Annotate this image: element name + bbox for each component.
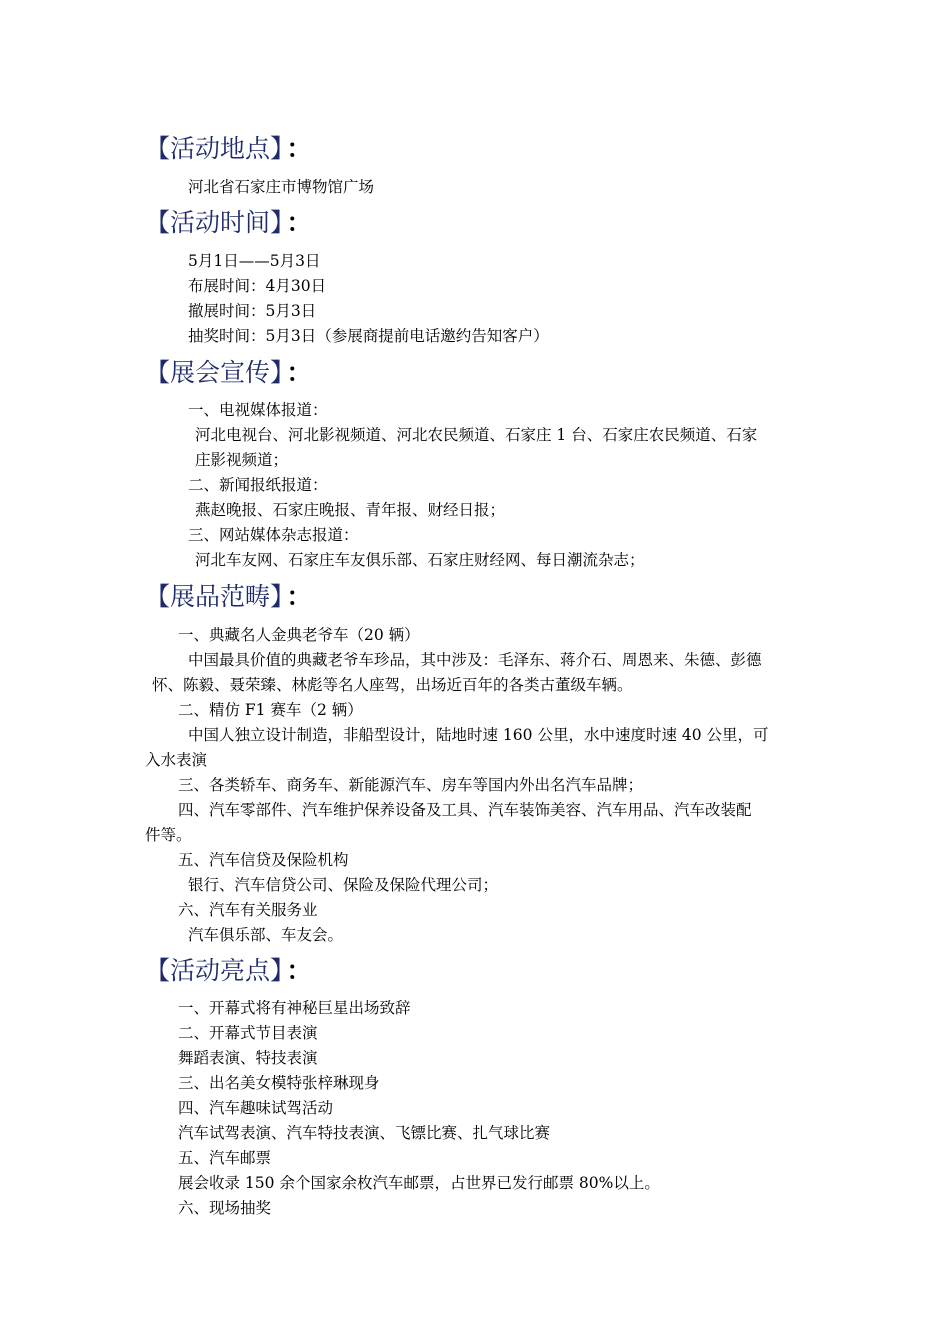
promotion-line: 三、网站媒体杂志报道：	[188, 526, 359, 544]
heading-text: 【展会宣传】	[145, 358, 283, 387]
time-line: 抽奖时间：5月3日（参展商提前电话邀约告知客户）	[188, 327, 549, 345]
exhibits-line: 中国人独立设计制造，非船型设计，陆地时速 160 公里，水中速度时速 40 公里，可	[188, 726, 769, 744]
highlights-line: 三、出名美女模特张梓琳现身	[178, 1074, 380, 1092]
exhibits-line: 件等。	[145, 826, 192, 844]
highlights-line: 汽车试驾表演、汽车特技表演、飞镖比赛、扎气球比赛	[178, 1124, 551, 1142]
highlights-line: 一、开幕式将有神秘巨星出场致辞	[178, 999, 411, 1017]
heading-colon: ：	[286, 582, 312, 611]
exhibits-line: 入水表演	[145, 751, 208, 769]
exhibits-line: 银行、汽车信贷公司、保险及保险代理公司；	[188, 876, 499, 894]
exhibits-line: 六、汽车有关服务业	[178, 901, 318, 919]
heading-promotion	[145, 358, 312, 388]
time-line: 布展时间：4月30日	[188, 277, 327, 295]
exhibits-line: 汽车俱乐部、车友会。	[188, 926, 344, 944]
heading-colon: ：	[286, 208, 312, 237]
promotion-line: 二、新闻报纸报道：	[188, 476, 328, 494]
highlights-line: 舞蹈表演、特技表演	[178, 1049, 318, 1067]
time-line: 撤展时间：5月3日	[188, 302, 317, 320]
heading-exhibits	[145, 582, 312, 612]
exhibits-line: 怀、陈毅、聂荣臻、林彪等名人座驾，出场近百年的各类古董级车辆。	[152, 676, 633, 694]
time-line: 5月1日——5月3日	[188, 252, 321, 270]
heading-colon: ：	[286, 956, 312, 985]
exhibits-line: 一、典藏名人金典老爷车（20 辆）	[178, 626, 420, 644]
highlights-line: 五、汽车邮票	[178, 1149, 272, 1167]
heading-text: 【展品范畴】	[145, 582, 283, 611]
highlights-line: 二、开幕式节目表演	[178, 1024, 318, 1042]
heading-colon: ：	[286, 134, 312, 163]
highlights-line: 六、现场抽奖	[178, 1199, 272, 1217]
heading-location	[145, 134, 312, 164]
location-line: 河北省石家庄市博物馆广场	[188, 178, 375, 196]
promotion-line: 燕赵晚报、石家庄晚报、青年报、财经日报；	[195, 501, 506, 519]
promotion-line: 河北车友网、石家庄车友俱乐部、石家庄财经网、每日潮流杂志；	[195, 551, 645, 569]
promotion-line: 庄影视频道；	[195, 451, 289, 469]
highlights-line: 展会收录 150 余个国家余枚汽车邮票，占世界已发行邮票 80%以上。	[178, 1174, 660, 1192]
promotion-line: 一、电视媒体报道：	[188, 401, 328, 419]
exhibits-line: 四、汽车零部件、汽车维护保养设备及工具、汽车装饰美容、汽车用品、汽车改装配	[178, 801, 752, 819]
heading-time	[145, 208, 312, 238]
exhibits-line: 中国最具价值的典藏老爷车珍品，其中涉及：毛泽东、蒋介石、周恩来、朱德、彭德	[188, 651, 762, 669]
heading-colon: ：	[286, 358, 312, 387]
highlights-line: 四、汽车趣味试驾活动	[178, 1099, 334, 1117]
exhibits-line: 五、汽车信贷及保险机构	[178, 851, 349, 869]
heading-text: 【活动地点】	[145, 134, 283, 163]
heading-text: 【活动时间】	[145, 208, 283, 237]
exhibits-line: 二、精仿 F1 赛车（2 辆）	[178, 701, 363, 719]
heading-highlights	[145, 956, 312, 986]
exhibits-line: 三、各类轿车、商务车、新能源汽车、房车等国内外出名汽车品牌；	[178, 776, 644, 794]
promotion-line: 河北电视台、河北影视频道、河北农民频道、石家庄 1 台、石家庄农民频道、石家	[195, 426, 758, 444]
heading-text: 【活动亮点】	[145, 956, 283, 985]
